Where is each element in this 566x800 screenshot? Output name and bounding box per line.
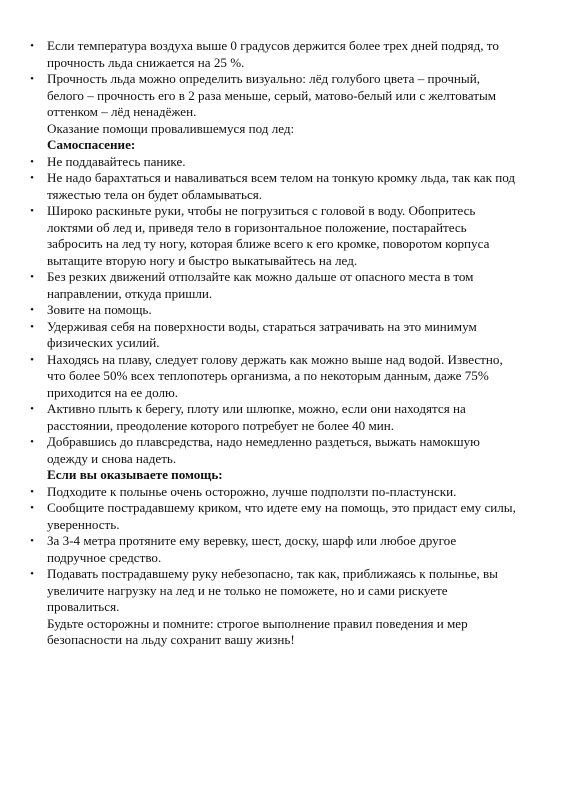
bullet-icon: • (30, 485, 34, 498)
list-item (0, 434, 566, 467)
list-item-text: Не надо барахтаться и наваливаться всем телом на тонкую кромку льда, так как под тяжестью тела он будет обламываться. (47, 170, 516, 202)
list-item (0, 319, 566, 352)
bullet-icon: • (30, 403, 34, 415)
bullet-icon: • (30, 40, 34, 52)
paragraph: Оказание помощи провалившемуся под лед: (47, 120, 295, 136)
list-item-text: Подходите к полынье очень осторожно, лучше подползти по-пластунски. (47, 483, 457, 499)
list-item-text: Подавать пострадавшему руку небезопасно, так как, приближаясь к полынье, вы увеличите нагрузку на лед и не только не поможете, но и сами рискуете провалиться. (47, 566, 498, 614)
list-item (0, 302, 566, 319)
bullet-icon: • (30, 535, 34, 547)
list-item (0, 170, 566, 203)
list-item (0, 484, 566, 501)
bullet-icon: • (30, 320, 34, 333)
bullet-icon: • (30, 353, 34, 366)
list-item-text: Сообщите пострадавшему криком, что идете ему на помощь, это придаст ему силы, уверенность. (47, 500, 516, 532)
bullet-icon: • (30, 436, 34, 448)
list-item-text: Широко раскиньте руки, чтобы не погрузиться с головой в воду. Обопритесь локтями об лед и, приведя тело в горизонтальное положение, постарайтесь забросить на лед ту ногу, которая ближе всего к его кромке, поворотом корпуса вытащите вторую ногу и быстро выкатывайтесь на лед. (47, 203, 490, 268)
section-heading: Самоспасение: (47, 137, 136, 152)
bullet-icon: • (30, 271, 34, 283)
bullet-icon: • (30, 502, 34, 514)
list-item (0, 533, 566, 566)
list-item (0, 38, 566, 71)
bullet-icon: • (30, 205, 34, 217)
bullet-icon: • (30, 73, 34, 85)
list-item (0, 154, 566, 171)
bullet-icon: • (30, 568, 34, 580)
bullet-icon: • (30, 172, 34, 184)
list-item-text: Находясь на плаву, следует голову держать как можно выше над водой. Известно, что более 50% всех теплопотерь организма, а по некоторым данным, даже 75% приходится на ее долю. (47, 351, 503, 400)
list-item-text: Без резких движений отползайте как можно дальше от опасного места в том направлении, откуда пришли. (47, 269, 474, 301)
list-item (0, 203, 566, 269)
list-item (0, 71, 566, 121)
list-item-text: За 3-4 метра протяните ему веревку, шест, доску, шарф или любое другое подручное средство. (47, 533, 457, 565)
list-item-text: Прочность льда можно определить визуально: лёд голубого цвета – прочный, белого – прочность его в 2 раза меньше, серый, матово-белый или с желтоватым оттенком – лёд ненадёжен. (47, 71, 497, 119)
list-item (0, 401, 566, 434)
list-item (0, 352, 566, 402)
list-item-text: Активно плыть к берегу, плоту или шлюпке, можно, если они находятся на расстоянии, преодоление которого потребует не более 40 мин. (47, 401, 466, 433)
bullet-icon: • (30, 304, 34, 316)
bullet-icon: • (30, 155, 34, 168)
list-item-text: Если температура воздуха выше 0 градусов держится более трех дней подряд, то прочность льда снижается на 25 %. (47, 38, 499, 70)
list-item (0, 566, 566, 616)
section-heading: Если вы оказываете помощь: (47, 467, 223, 482)
list-item (0, 500, 566, 533)
list-item-text: Не поддавайтесь панике. (47, 153, 186, 169)
list-item-text: Добравшись до плавсредства, надо немедленно раздеться, выжать намокшую одежду и снова надеть. (47, 434, 480, 466)
list-item (0, 269, 566, 302)
list-item-text: Зовите на помощь. (47, 302, 152, 317)
list-item-text: Удерживая себя на поверхности воды, стараться затрачивать на это минимум физических усилий. (47, 318, 477, 350)
paragraph: Будьте осторожны и помните: строгое выполнение правил поведения и мер безопасности на льду сохранит вашу жизнь! (47, 615, 468, 647)
document-page (0, 38, 566, 649)
